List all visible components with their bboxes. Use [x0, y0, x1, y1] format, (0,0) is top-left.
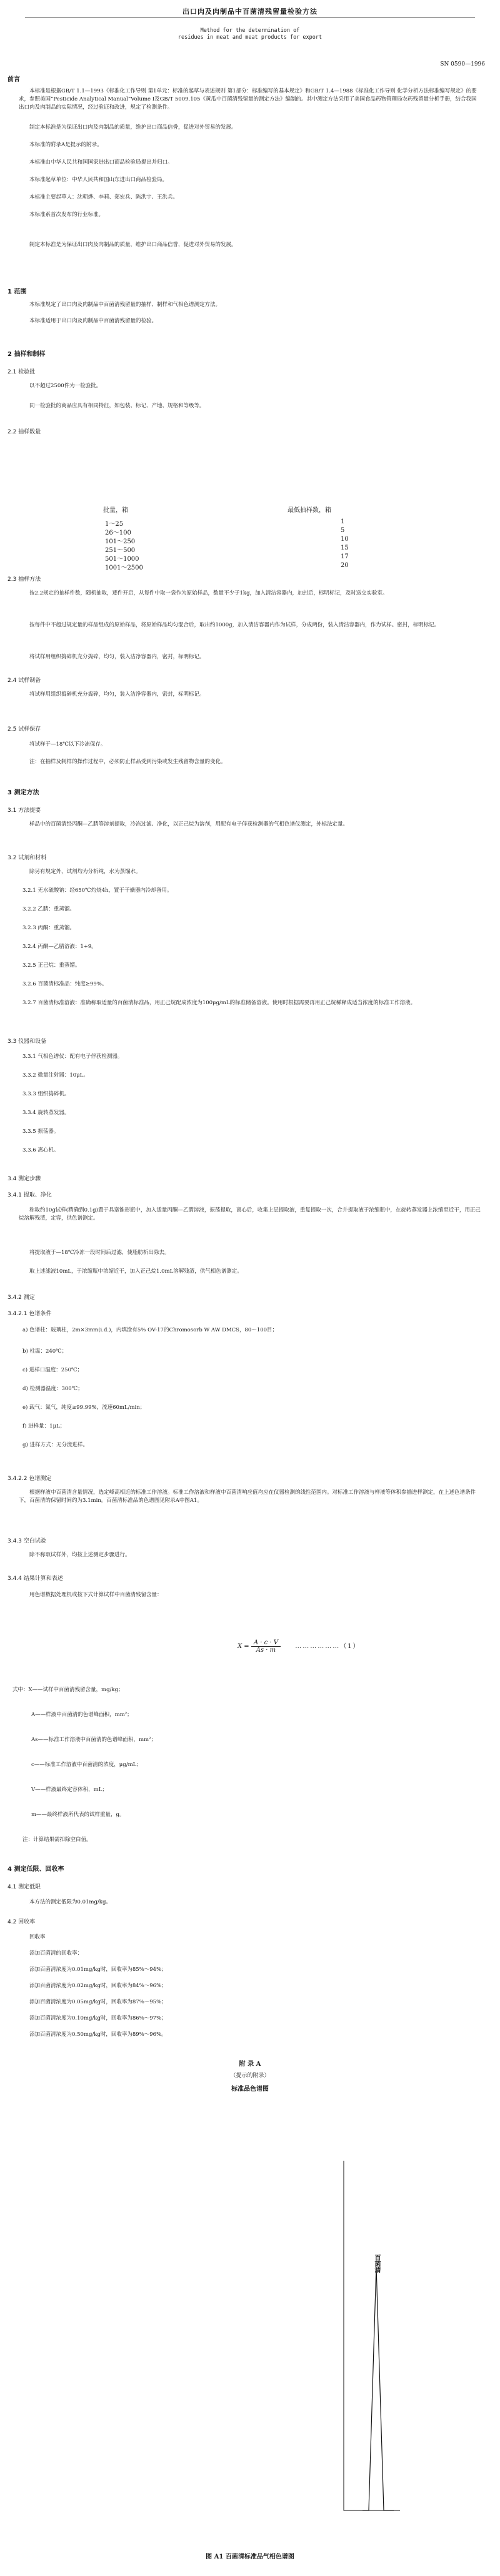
subsection-heading: 4.1 测定低限: [8, 1884, 41, 1890]
reagent-item: 3.2.6 百菌清标准品：纯度≥99%。: [22, 981, 108, 987]
subsection-heading: 3.4.2 测定: [8, 1295, 35, 1301]
subsection-heading: 3.4.2.1 色谱条件: [8, 1311, 52, 1317]
intro-paragraph: 制定本标准是为保证出口肉及肉制品的质量，维护出口商品信誉，促进对外贸易的发展。: [29, 242, 237, 248]
condition-item: f) 进样量：1μL；: [22, 1423, 66, 1429]
table-cell-min-samples: 15: [341, 545, 349, 551]
paragraph: 根据样液中百菌清含量情况，选定峰高相近的标准工作溶液。标准工作溶液和样液中百菌清响应值均应在仪器检测的线性范围内。对标准工作溶液与样液等体积参插进样测定，在上述色谱条件下，百菌清的保留时间约为3.1min。百菌清标准品的色谱图见附录A中图A1。: [19, 1489, 476, 1504]
table-cell-min-samples: 17: [341, 553, 349, 560]
reagent-item: 3.2.7 百菌清标准溶液：准确称取适量的百菌清标准品，用正己烷配成浓度为100μg/mL的标准储备溶液。使用时根据需要再用正己烷稀释成适当浓度的标准工作溶液。: [22, 1000, 416, 1006]
paragraph: 以不超过2500件为一检验批。: [29, 383, 102, 389]
condition-item: c) 进样口温度：250℃；: [22, 1367, 83, 1373]
equipment-item: 3.3.2 微量注射器：10μL。: [22, 1072, 89, 1078]
table-cell-min-samples: 5: [341, 527, 345, 534]
paragraph: 同一检验批的商品应具有相同特征，如包装、标记、产地、规格和等级等。: [29, 403, 205, 409]
table-header-min-samples: 最低抽样数，箱: [288, 507, 331, 514]
variable-definition: m——最终样液所代表的试样重量，g。: [31, 1812, 125, 1818]
section-method-heading: 3 测定方法: [8, 789, 39, 796]
chromatogram-baseline: [344, 2161, 400, 2510]
english-title-line-2: residues in meat and meat products for export: [178, 34, 322, 41]
formula-denominator: As · m: [256, 1647, 276, 1654]
subsection-heading: 3.1 方法提要: [8, 807, 41, 814]
subsection-heading: 3.4.2.2 色谱测定: [8, 1476, 52, 1482]
condition-item: d) 检测器温度：300℃；: [22, 1386, 83, 1392]
paragraph: 用色谱数据处理机或按下式计算试样中百菌清残留含量：: [29, 1592, 162, 1598]
header-rule: [25, 17, 475, 18]
foreword-paragraph: 本标准主要起草人：沈朝烨、李莉、郑宏兵、陈洪宇、王洪兵。: [29, 194, 179, 200]
variable-definition: 式中：X——试样中百菌清残留含量，mg/kg；: [12, 1687, 124, 1693]
paragraph: 除另有规定外，试剂均为分析纯，水为蒸馏水。: [29, 869, 141, 875]
appendix-heading: 标准品色谱图: [231, 2086, 269, 2093]
subsection-heading: 3.4.1 提取、净化: [8, 1192, 52, 1198]
foreword-heading: 前言: [8, 76, 20, 83]
foreword-paragraph: 制定本标准是为保证出口肉及肉制品的质量，维护出口商品信誉，促进对外贸易的发展。: [29, 124, 237, 131]
paragraph: 回收率: [29, 1934, 46, 1940]
equipment-item: 3.3.4 旋转蒸发器。: [22, 1110, 70, 1116]
recovery-item: 添加百菌清浓度为0.50mg/kg时，回收率为89%～96%。: [29, 2031, 167, 2038]
section-scope-heading: 1 范围: [8, 289, 27, 295]
english-title: [0, 27, 500, 41]
note: 注：在抽样及制样的操作过程中，必须防止样品受到污染或发生残留物含量的变化。: [29, 759, 226, 765]
recovery-item: 添加百菌清浓度为0.02mg/kg时，回收率为84%～96%；: [29, 1983, 167, 1989]
subsection-heading: 2.4 试样制备: [8, 678, 41, 684]
equipment-item: 3.3.1 气相色谱仪：配有电子俘获检测器。: [22, 1054, 123, 1060]
subsection-heading: 3.4.3 空白试验: [8, 1538, 46, 1544]
equipment-item: 3.3.3 组织捣碎机。: [22, 1091, 70, 1097]
subsection-heading: 3.4.4 结果计算和表述: [8, 1576, 63, 1582]
paragraph: 按每件中不超过规定量的样品组成的原始样品，将原始样品均匀混合后，取出约1000g，加入清洁容器内作为试样，分成两份，装入清洁容器内，作为试样。密封，标明标记。: [29, 622, 440, 628]
reagent-item: 3.2.2 乙腈：重蒸馏。: [22, 906, 75, 912]
condition-item: e) 载气：氮气，纯度≥99.99%，流速60mL/min；: [22, 1404, 146, 1411]
paragraph: 将试样于—18℃以下冷冻保存。: [29, 741, 106, 748]
figure-caption: 图 A1 百菌清标准品气相色谱图: [206, 2554, 294, 2560]
paragraph: 取上述滤液10mL，于浓缩瓶中浓缩近干，加入正己烷1.0mL溶解残渣，供气相色谱测定。: [29, 1268, 242, 1275]
paragraph: 除不称取试样外，均按上述测定步骤进行。: [29, 1552, 131, 1558]
paragraph: 将试样用组织捣碎机充分捣碎，均匀，装入洁净容器内，密封，标明标记。: [29, 654, 205, 660]
table-cell-min-samples: 10: [341, 536, 349, 543]
section-sampling-heading: 2 抽样和制样: [8, 351, 46, 358]
subsection-heading: 3.2 试剂和材料: [8, 855, 47, 861]
chromatogram-peak: [362, 2267, 394, 2510]
foreword-paragraph: 本标准系首次发布的行业标准。: [29, 212, 104, 218]
table-cell-batch: 101～250: [105, 538, 136, 545]
reagent-item: 3.2.3 丙酮：重蒸馏。: [22, 925, 75, 931]
variable-definition: c——标准工作溶液中百菌清的浓度，μg/mL；: [31, 1762, 142, 1768]
formula-numerator: A · c · V: [251, 1639, 281, 1647]
equipment-item: 3.3.5 振荡器。: [22, 1128, 59, 1135]
chromatogram: [325, 2136, 412, 2523]
paragraph: 称取约10g试样(精确到0.1g)置于具塞锥形瓶中，加入适量丙酮—乙腈溶液，振荡提取，离心后，收集上层提取液，重复提取一次，合并提取液于浓缩瓶中，在旋转蒸发器上浓缩至近干，用正己烷溶解残渣，定容，供色谱测定。: [19, 1207, 481, 1221]
paragraph: 将试样用组织捣碎机充分捣碎，均匀，装入洁净容器内，密封，标明标记。: [29, 691, 205, 698]
subsection-heading: 3.4 测定步骤: [8, 1176, 41, 1182]
reagent-item: 3.2.4 丙酮—乙腈溶液：1+9。: [22, 944, 97, 950]
table-cell-batch: 1001～2500: [105, 565, 143, 571]
subsection-heading: 2.2 抽样数量: [8, 429, 41, 435]
paragraph: 本方法的测定低限为0.01mg/kg。: [29, 1899, 111, 1905]
table-header-batch: 批量，箱: [103, 507, 128, 514]
foreword-paragraph: 本标准由中华人民共和国国家进出口商品检验局提出并归口。: [29, 159, 173, 165]
table-cell-batch: 251～500: [105, 547, 136, 554]
table-cell-batch: 1～25: [105, 521, 124, 528]
paragraph: 按2.2规定的抽样件数，随机抽取，逐件开启，从每件中取一袋作为原始样品，数量不少于1kg，加入清洁容器内，加封后，标明标记，及时送交实验室。: [29, 590, 388, 596]
subsection-heading: 2.5 试样保存: [8, 726, 41, 733]
variable-definition: A——样液中百菌清的色谱峰面积，mm²；: [31, 1712, 132, 1718]
formula-equation-number: ………………（1）: [295, 1643, 361, 1650]
foreword-paragraph: 本标准是根据GB/T 1.1—1993《标准化工作导则 第1单元：标准的起草与表述规则 第1部分：标准编写的基本规定》和GB/T 1.4—1988《标准化工作导则 化学分析方法标准编写规定》的要求，参照美国“Pesticide Analytical Manual”Volume Ⅰ及GB/T 5009.105《黄瓜中百菌清残留量的测定方法》编制的。其中测定方法采用了美国食品药物管理局农药残留量分析手册，结合我国出口肉及肉制品的实际情况，经过验证和改进，规定了检测条件。: [19, 88, 477, 111]
appendix-subtitle: （提示的附录）: [230, 2073, 270, 2079]
paragraph: 将提取液于—18℃冷冻一段时间后过滤，使脂肪析出除去。: [29, 1250, 170, 1256]
calculation-formula: [238, 1639, 361, 1654]
peak-label: 百菌清: [373, 2254, 380, 2273]
reagent-item: 3.2.5 正己烷：重蒸馏。: [22, 962, 81, 969]
table-cell-min-samples: 20: [341, 562, 349, 569]
standard-number: SN 0590—1996: [440, 61, 485, 67]
note: 注：计算结果需扣除空白值。: [22, 1837, 92, 1843]
table-cell-batch: 501～1000: [105, 556, 139, 563]
variable-definition: As——标准工作溶液中百菌清的色谱峰面积，mm²；: [31, 1737, 157, 1743]
scope-paragraph: 本标准适用于出口肉及肉制品中百菌清残留量的检验。: [29, 318, 158, 324]
subsection-heading: 2.1 检验批: [8, 369, 36, 375]
paragraph: 样品中的百菌清经丙酮—乙腈等溶剂提取，冷冻过滤、净化，以正己烷为溶剂，用配有电子俘获检测器的气相色谱仪测定，外标法定量。: [29, 821, 349, 827]
recovery-item: 添加百菌清的回收率：: [29, 1950, 83, 1957]
subsection-heading: 3.3 仪器和设备: [8, 1039, 47, 1045]
condition-item: a) 色谱柱：玻璃柱，2m×3mm(i.d.)，内填涂有5% OV-17的Chromosorb W AW DMCS，80～100目；: [22, 1327, 278, 1333]
recovery-item: 添加百菌清浓度为0.10mg/kg时，回收率为86%～97%；: [29, 2015, 167, 2021]
formula-lhs: X =: [238, 1643, 249, 1650]
reagent-item: 3.2.1 无水硫酸钠：经650℃灼烧4h，置于干燥器内冷却备用。: [22, 887, 172, 894]
foreword-paragraph: 本标准起草单位：中华人民共和国山东进出口商品检验局。: [29, 177, 168, 183]
table-cell-min-samples: 1: [341, 518, 345, 525]
formula-fraction: [251, 1639, 281, 1654]
table-cell-batch: 26～100: [105, 530, 131, 536]
english-title-line-1: Method for the determination of: [200, 27, 300, 34]
recovery-item: 添加百菌清浓度为0.01mg/kg时，回收率为85%～94%；: [29, 1967, 167, 1973]
subsection-heading: 4.2 回收率: [8, 1919, 36, 1925]
variable-definition: V——样液最终定容体积，mL；: [31, 1787, 108, 1793]
condition-item: g) 进样方式：无分流进样。: [22, 1442, 88, 1448]
condition-item: b) 柱温：240℃；: [22, 1348, 68, 1355]
subsection-heading: 2.3 抽样方法: [8, 576, 41, 583]
scope-paragraph: 本标准规定了出口肉及肉制品中百菌清残留量的抽样、制样和气相色谱测定方法。: [29, 302, 221, 308]
section-recovery-heading: 4 测定低限、回收率: [8, 1866, 64, 1873]
appendix-title: 附 录 A: [239, 2061, 261, 2068]
standard-title: 出口肉及肉制品中百菌清残留量检验方法: [182, 7, 318, 16]
equipment-item: 3.3.6 离心机。: [22, 1147, 59, 1153]
foreword-paragraph: 本标准的附录A是提示的附录。: [29, 142, 102, 148]
recovery-item: 添加百菌清浓度为0.05mg/kg时，回收率为87%～95%；: [29, 1999, 167, 2005]
